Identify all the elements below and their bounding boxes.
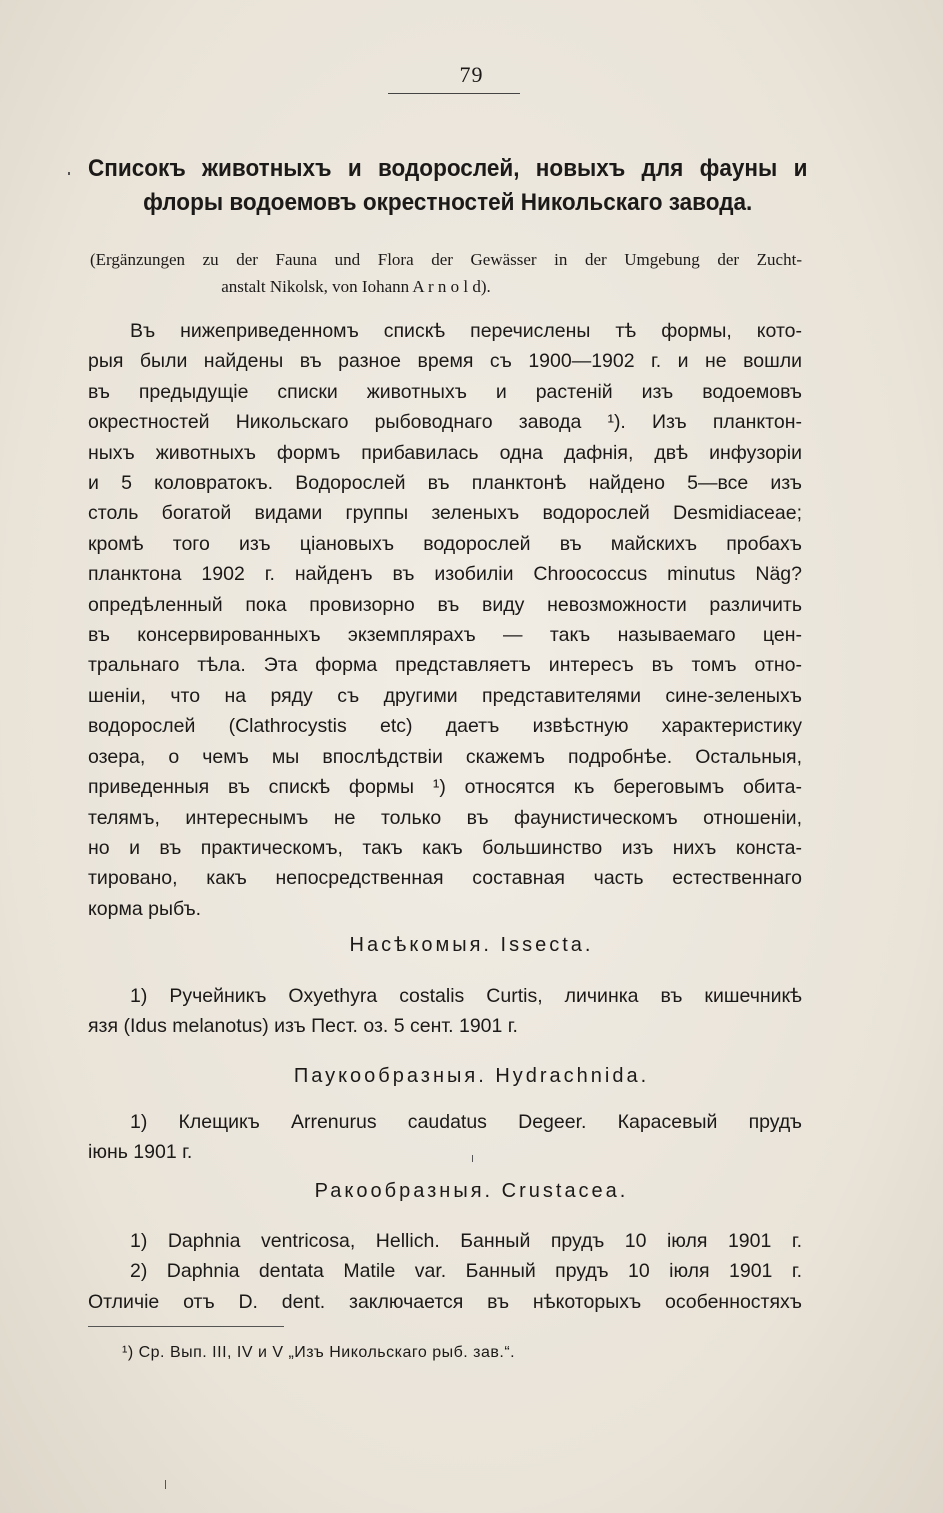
section-entries-crustacea bbox=[88, 1226, 802, 1317]
entry-line: язя (Idus melanotus) изъ Пест. оз. 5 сент. 1901 г. bbox=[88, 1015, 518, 1038]
paragraph-line: тировано, какъ непосредственная составная часть естественнаго bbox=[88, 867, 802, 890]
article-subtitle bbox=[90, 246, 802, 300]
section-entries-hydrachnida bbox=[88, 1107, 802, 1168]
paragraph-line: рыя были найдены въ разное время съ 1900—1902 г. и не вошли bbox=[88, 350, 802, 373]
paragraph-line: планктона 1902 г. найденъ въ изобиліи Chroococcus minutus Näg? bbox=[88, 563, 802, 586]
entry-line: 1) Ручейникъ Oxyethyra costalis Curtis, личинка въ кишечникѣ bbox=[130, 985, 802, 1007]
entry-line: Отличіе отъ D. dent. заключается въ нѣкоторыхъ особенностяхъ bbox=[88, 1290, 802, 1313]
paragraph-line: въ предыдущіе списки животныхъ и растеній изъ водоемовъ bbox=[88, 380, 802, 403]
paragraph-line: шеніи, что на ряду съ другими представителями сине-зеленыхъ bbox=[88, 684, 802, 707]
footnote: ¹) Ср. Вып. III, IV и V „Изъ Никольскаго рыб. зав.“. bbox=[122, 1344, 516, 1361]
paragraph-line: приведенныя въ спискѣ формы ¹) относятся къ береговымъ обита- bbox=[88, 776, 802, 799]
entry-line: 2) Daphnia dentata Matile var. Банный прудъ 10 іюля 1901 г. bbox=[130, 1260, 802, 1283]
page-number-rule bbox=[388, 93, 520, 94]
subtitle-line-1: (Ergänzungen zu der Fauna und Flora der Gewässer in der Umgebung der Zucht- bbox=[90, 250, 802, 269]
title-line-2: флоры водоемовъ окрестностей Никольскаго завода. bbox=[143, 189, 753, 216]
paragraph-line: окрестностей Никольскаго рыбоводнаго завода ¹). Изъ планктон- bbox=[88, 411, 802, 434]
article-title bbox=[88, 152, 808, 220]
paragraph-line: водорослей (Clathrocystis etc) даетъ извѣстную характеристику bbox=[88, 715, 802, 738]
paragraph-line: но и въ практическомъ, такъ какъ большинство изъ нихъ конста- bbox=[88, 836, 802, 859]
section-heading-hydrachnida: Паукообразныя. Hydrachnida. bbox=[293, 1065, 650, 1087]
paper-speck bbox=[68, 172, 70, 175]
entry-line: іюнь 1901 г. bbox=[88, 1141, 193, 1164]
paragraph-line: тральнаго тѣла. Эта форма представляетъ интересъ въ томъ отно- bbox=[88, 654, 802, 677]
paragraph-line: и 5 коловратокъ. Водорослей въ планктонѣ найдено 5—все изъ bbox=[88, 472, 802, 495]
paragraph-line: опредѣленный пока провизорно въ виду невозможности различить bbox=[88, 593, 802, 616]
entry-line: 1) Клещикъ Arrenurus caudatus Degeer. Карасевый прудъ bbox=[130, 1111, 802, 1133]
subtitle-line-2: anstalt Nikolsk, von Iohann A r n o l d). bbox=[221, 277, 491, 296]
paragraph-line: телямъ, интереснымъ не только въ фаунистическомъ отношеніи, bbox=[88, 806, 802, 829]
footnote-rule bbox=[88, 1326, 284, 1327]
paragraph-line: столь богатой видами группы зеленыхъ водорослей Desmidiaceae; bbox=[88, 502, 802, 525]
paragraph-line: корма рыбъ. bbox=[88, 897, 202, 920]
section-heading-crustacea: Ракообразныя. Crustacea. bbox=[314, 1180, 629, 1202]
section-heading-insecta: Насѣкомыя. Issecta. bbox=[349, 934, 594, 956]
intro-paragraph bbox=[88, 316, 802, 924]
paper-speck bbox=[472, 1155, 473, 1162]
paragraph-line: кромѣ того изъ ціановыхъ водорослей въ майскихъ пробахъ bbox=[88, 532, 802, 555]
paragraph-line: озера, о чемъ мы впослѣдствіи скажемъ подробнѣе. Остальныя, bbox=[88, 745, 802, 768]
section-entries-insecta bbox=[88, 981, 802, 1042]
paper-speck bbox=[165, 1480, 166, 1489]
title-line-1: Списокъ животныхъ и водорослей, новыхъ для фауны и bbox=[88, 155, 808, 182]
entry-line: 1) Daphnia ventricosa, Hellich. Банный прудъ 10 іюля 1901 г. bbox=[130, 1230, 802, 1252]
paragraph-line: Въ нижеприведенномъ спискѣ перечислены тѣ формы, кото- bbox=[130, 320, 802, 342]
page-number: 79 bbox=[459, 62, 484, 87]
paragraph-line: ныхъ животныхъ формъ прибавилась одна дафнія, двѣ инфузоріи bbox=[88, 441, 802, 464]
paragraph-line: въ консервированныхъ экземплярахъ — такъ называемаго цен- bbox=[88, 624, 802, 647]
